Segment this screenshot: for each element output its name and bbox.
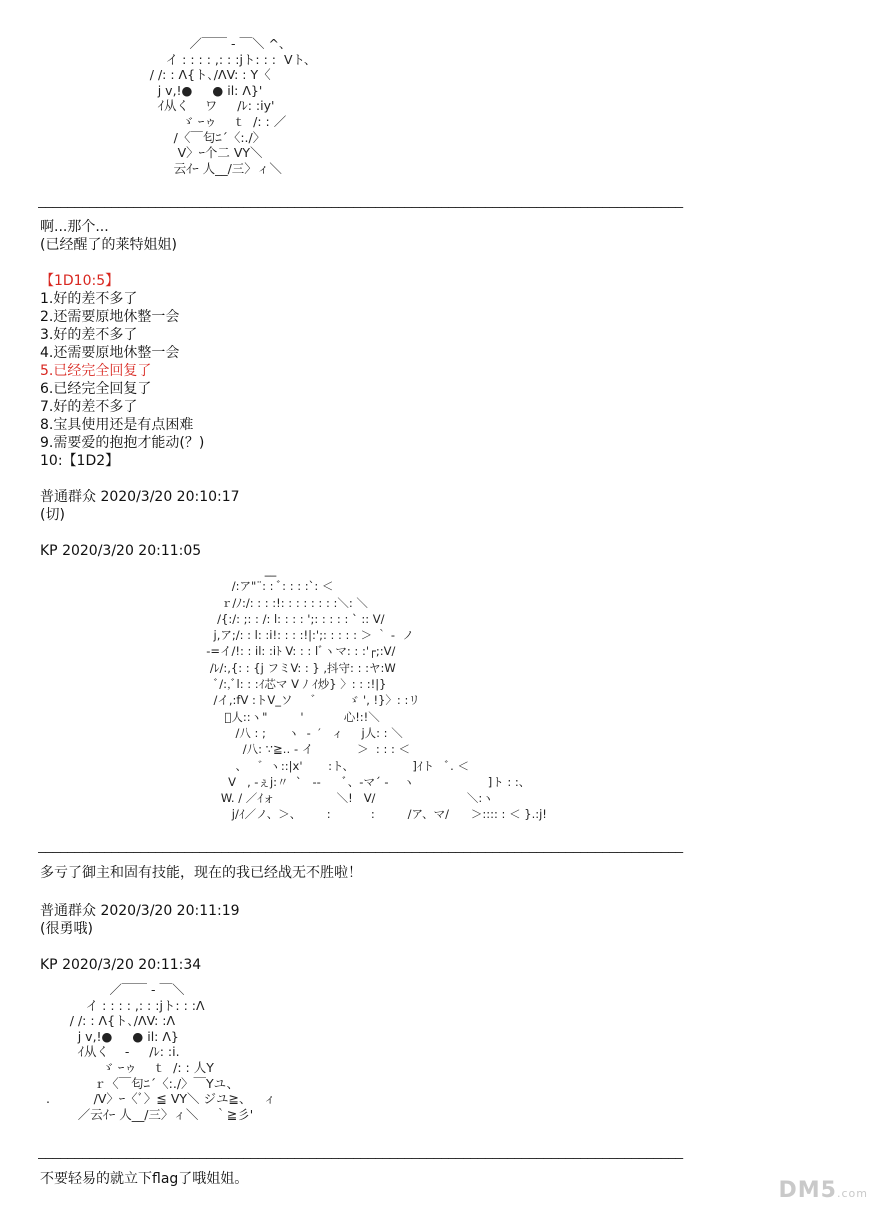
ascii-art-1: ／￣￣ ‐ ￣＼ ^、 イ : : : : ,: : :jト: : : Ⅴト、 / /: : Λ{ト､/ΛV: : Y〈 j v,!● ● il: Λ}' ｲ从く ワ /ﾚ: :iy' ゞ ｰゥ ｔ /: : ／ /〈￣匂ﾆ´〈:./〉 V〉ｰ个二 VY＼ 云ｲｰ 人__/三〉ィ＼ bbox=[149, 36, 317, 176]
list-item: 10:【1D2】 bbox=[40, 453, 120, 469]
dialogue-line: 不要轻易的就立下flag了哦姐姐。 bbox=[40, 1171, 249, 1187]
post-header: 普通群众 2020/3/20 20:11:19 bbox=[40, 903, 240, 919]
list-item: 1.好的差不多了 bbox=[40, 291, 138, 307]
list-item: 8.宝具使用还是有点困难 bbox=[40, 417, 194, 433]
separator-1: ―――――――――――――――――――――――――――――――――――――――――――――――――――――――――――――――――――――――――――――――――――――――― bbox=[38, 201, 683, 215]
post-header: KP 2020/3/20 20:11:05 bbox=[40, 543, 202, 559]
post-body: (很勇哦) bbox=[40, 921, 93, 937]
narration-line: (已经醒了的莱特姐姐) bbox=[40, 237, 177, 253]
dialogue-line: 多亏了御主和固有技能，现在的我已经战无不胜啦！ bbox=[40, 865, 362, 881]
separator-3: ―――――――――――――――――――――――――――――――――――――――――――――――――――――――――――――――――――――――――――――――――――――――― bbox=[38, 1152, 683, 1166]
post-header: KP 2020/3/20 20:11:34 bbox=[40, 957, 202, 973]
post-body: (切) bbox=[40, 507, 65, 523]
list-item: 9.需要爱的抱抱才能动(？) bbox=[40, 435, 205, 451]
separator-2: ―――――――――――――――――――――――――――――――――――――――――――――――――――――――――――――――――――――――――――――――――――――――― bbox=[38, 846, 683, 860]
post-header: 普通群众 2020/3/20 20:10:17 bbox=[40, 489, 240, 505]
ascii-art-2: __ /:ア"¨: : ﾞ: : : :`: ＜ ｒ/ﾉ:/: : : :!: : : : : : : :＼: ＼ /{:/: ;: : /: l: : : : ';: : : : : ` :: V/ j,ア;/: : l: :i!: : : :!|:';: : : : : ＞ ｀ - ノ -=イ/!: : il: :iﾄ V: : : lﾞヽマ: : :'┌;:V/ /ﾚ/:,{: : {j フミV: : } ,抖守: : :ヤ:W ﾞ/:,ﾞl: : :ｲ芯マ V ﾉ ｲ炒} 〉: : :!|} /イ,:fV :トV_ソ ゛ ゞ '‚ !}〉: :リ ﾞ人::ヽ" ' 心!:!＼ /八 : ; ヽ ‐ ′ ィ j人: : ＼ /八: ∵≧‥ ‐ イ ＞ : : : ＜ 、 ゛ヽ::|x' :ト、 ]ｲト ﾞ. ＜ V ‚ -ぇj:〃 ` ‐‐ ﾞ、-マ´ ‐ ヽ ]ト : :、 W. / ／ｲォ ＼! V/ ＼:ヽ j/ｲ／ノ、＞、 : : /ア、マ/ ＞:::: : ＜ }.:j! bbox=[206, 563, 547, 822]
dialogue-line: 啊...那个... bbox=[40, 219, 109, 235]
list-item: 3.好的差不多了 bbox=[40, 327, 138, 343]
ascii-art-3: ／￣￣ ‐ ￣＼ イ : : : : ,: : :jト: : :Λ / /: : Λ{ト､/ΛV: :Λ j v,!● ● il: Λ} ｲ从く ‐ /ﾚ: :i. ゞ ｰゥ ｔ /: : 人Y ｒ〈￣匂ﾆ´〈:./〉￣Yユ、 . /V〉ｰ〈ﾞ〉≦ VY＼ ジユ≧、 ィ ／云ｲｰ 人__/三〉ィ＼ ｀≧彡' bbox=[45, 982, 276, 1122]
list-item-selected: 5.已经完全回复了 bbox=[40, 363, 152, 379]
list-item: 6.已经完全回复了 bbox=[40, 381, 152, 397]
list-item: 7.好的差不多了 bbox=[40, 399, 138, 415]
watermark-suffix: .com bbox=[837, 1187, 868, 1200]
watermark-logo bbox=[779, 1178, 868, 1203]
list-item: 2.还需要原地休整一会 bbox=[40, 309, 180, 325]
list-item: 4.还需要原地休整一会 bbox=[40, 345, 180, 361]
watermark-brand: DM5 bbox=[778, 1178, 837, 1203]
dice-roll: 【1D10:5】 bbox=[40, 273, 120, 289]
